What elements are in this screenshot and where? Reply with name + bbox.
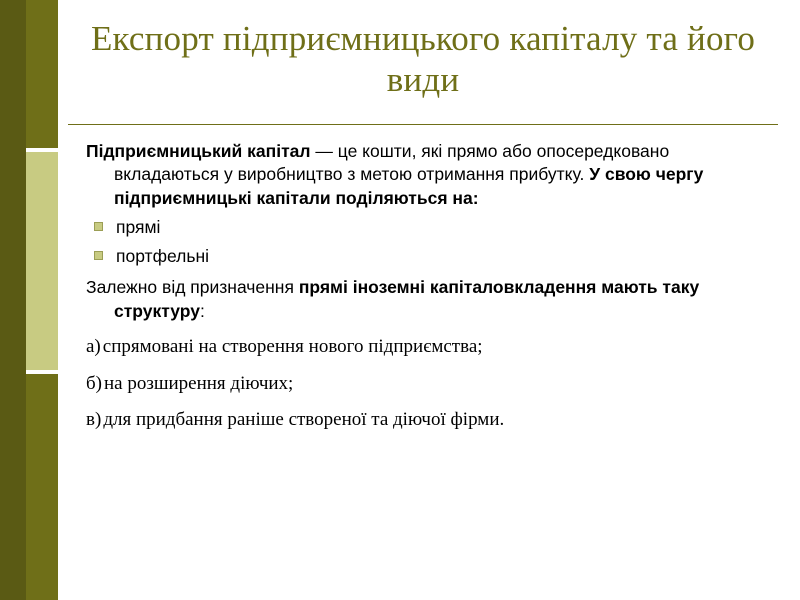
list-item <box>86 216 774 239</box>
square-bullet-icon <box>94 216 116 231</box>
sidebar-block-bottom <box>26 374 58 600</box>
list-item <box>86 245 774 268</box>
paragraph-definition-emphasis: У свою чергу підприємницькі капітали поділяються на: <box>114 164 704 208</box>
list-item-label: прямі <box>116 216 161 237</box>
list-item-label: портфельні <box>116 246 210 267</box>
lettered-item <box>86 372 774 397</box>
paragraph-structure <box>86 276 774 323</box>
lettered-item-text: на розширення діючих; <box>104 372 294 394</box>
lettered-item-marker: а) <box>86 335 101 357</box>
lettered-item-text: для придбання раніше створеної та діючої фірми. <box>103 409 505 431</box>
sidebar-block-middle <box>26 152 58 370</box>
paragraph-structure-prefix: Залежно від призначення <box>86 277 299 298</box>
sidebar-block-top <box>26 0 58 148</box>
lettered-item-text: спрямовані на створення нового підприємства; <box>102 335 483 357</box>
sidebar-dark-stripe <box>0 0 26 600</box>
square-bullet-icon <box>94 245 116 260</box>
paragraph-structure-emphasis: прямі іноземні капіталовкладення мають таку структуру <box>114 277 700 321</box>
paragraph-structure-suffix: : <box>199 300 205 321</box>
lettered-item <box>86 408 774 433</box>
lettered-item-marker: б) <box>86 372 102 394</box>
slide-body <box>86 140 774 433</box>
slide-title: Експорт підприємницького капіталу та його види <box>90 19 756 100</box>
paragraph-definition-text: — це кошти, які прямо або опосередковано вкладаються у виробництво з метою отримання прибутку. <box>114 141 670 185</box>
paragraph-definition-lead: Підприємницький капітал <box>86 141 311 161</box>
lettered-item-marker: в) <box>86 409 102 431</box>
title-divider <box>68 124 778 125</box>
lettered-item <box>86 335 774 360</box>
decorative-sidebar <box>0 0 58 600</box>
slide-content <box>58 0 800 600</box>
paragraph-definition <box>86 140 774 210</box>
